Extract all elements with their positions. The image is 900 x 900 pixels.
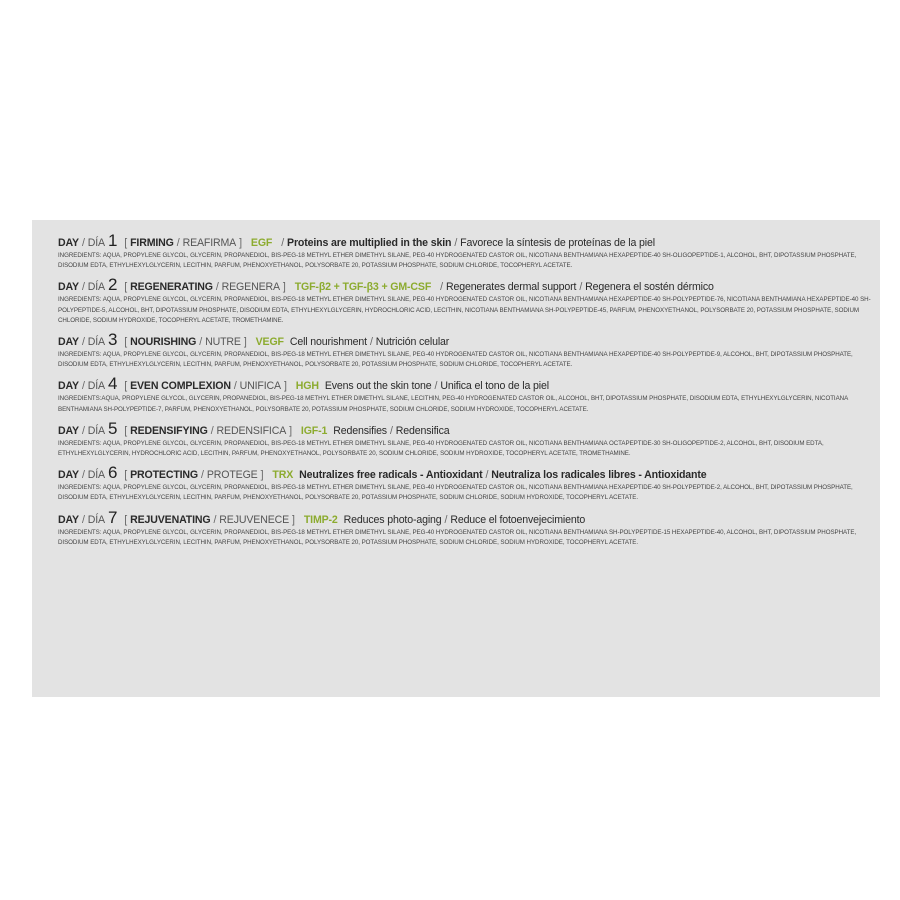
ingredients-text: INGREDIENTS: AQUA, PROPYLENE GLYCOL, GLYCERIN, PROPANEDIOL, BIS-PEG-18 METHYL ETHER DIMETHYL SILANE, PEG-40 HYDROGENATED CASTOR OIL, NICOTIANA BENTHAMIANA HEXAPEPTIDE-40 SH-POLYPEPTIDE-9, ALCOHOL, BHT, DIPOTASSIUM PHOSPHATE, DISODIUM EDTA, ETHYLHEXYLGLYCERIN, LECITHIN, PARFUM, PHENOXYETHANOL, POLYSORBATE 20, POTASSIUM PHOSPHATE, SODIUM CHLORIDE, TOCOPHERYL ACETATE.: [58, 351, 853, 369]
day-entry-5: [58, 418, 872, 459]
day-entry-6: [58, 463, 872, 503]
dia-label: DÍA: [87, 336, 105, 349]
benefit-es: PROTEGE: [206, 469, 258, 482]
day-entry-3: [58, 330, 872, 370]
benefit-en: EVEN COMPLEXION: [130, 380, 231, 393]
benefit-es: REAFIRMA: [182, 237, 237, 249]
day-heading: DAY / DÍA 4 [ EVEN COMPLEXION / UNIFICA ] HGH Evens out the skin tone / Unifica el tono de la piel: [58, 374, 549, 394]
description-es: Nutrición celular: [375, 336, 450, 349]
description-en: Proteins are multiplied in the skin: [287, 237, 452, 249]
benefit-en: FIRMING: [130, 237, 174, 249]
dia-label: DÍA: [87, 513, 105, 526]
day-number: 1: [107, 231, 118, 250]
description-es: Unifica el tono de la piel: [440, 380, 549, 393]
growth-factor: HGH: [295, 380, 319, 393]
ingredients-text: INGREDIENTS: AQUA, PROPYLENE GLYCOL, GLYCERIN, PROPANEDIOL, BIS-PEG-18 METHYL ETHER DIMETHYL SILANE, PEG-40 HYDROGENATED CASTOR OIL, NICOTIANA BENTHAMIANA HEXAPEPTIDE-40 SH-POLYPEPTIDE-76, NICOTIANA BENTHAMIANA HEXAPEPTIDE-40 SH-POLYPEPTIDE-5, ALCOHOL, BHT, DIPOTASSIUM PHOSPHATE, DISODIUM EDTA, ETHYLHEXYLGLYCERIN, HYDROCHLORIC ACID, LECITHIN, NICOTIANA BENTHAMIANA SH-POLYPEPTIDE-45, PARFUM, PHENOXYETHANOL, POLYSORBATE 20, POTASSIUM PHOSPHATE, SODIUM CHLORIDE, SODIUM HYDROXIDE, TOCOPHERYL ACETATE, TROMETHAMINE.: [58, 296, 871, 324]
day-number: 3: [107, 330, 118, 350]
ingredient-label-panel: [32, 220, 880, 697]
benefit-es: REGENERA: [221, 281, 280, 294]
day-number: 7: [107, 507, 118, 527]
description-en: Evens out the skin tone: [324, 380, 432, 393]
day-label: DAY: [58, 336, 79, 349]
benefit-es: NUTRE: [205, 336, 241, 349]
day-number: 4: [107, 374, 118, 394]
day-heading: DAY / DÍA 6 [ PROTECTING / PROTEGE ] TRX Neutralizes free radicals - Antioxidant / Neutraliza los radicales libres - Antioxidante: [58, 463, 707, 483]
day-label: DAY: [58, 513, 79, 526]
benefit-en: PROTECTING: [130, 469, 199, 482]
description-en: Reduces photo-aging: [343, 513, 442, 526]
benefit-es: REDENSIFICA: [216, 424, 287, 437]
day-number: 5: [107, 418, 118, 438]
day-entry-4: [58, 374, 872, 414]
dia-label: DÍA: [87, 281, 105, 294]
description-en: Neutralizes free radicals - Antioxidant: [299, 469, 483, 482]
day-label: DAY: [58, 380, 79, 393]
description-en: Cell nourishment: [289, 336, 367, 349]
description-es: Favorece la síntesis de proteínas de la piel: [460, 237, 655, 249]
growth-factor: TIMP-2: [303, 513, 338, 526]
growth-factor: TGF-β2 + TGF-β3 + GM-CSF: [294, 281, 432, 294]
day-number: 6: [107, 463, 118, 483]
day-number: 2: [107, 275, 118, 295]
description-es: Regenera el sostén dérmico: [585, 281, 714, 294]
growth-factor: VEGF: [255, 336, 284, 349]
dia-label: DÍA: [87, 424, 105, 437]
benefit-en: REJUVENATING: [130, 513, 211, 526]
growth-factor: EGF: [250, 237, 273, 249]
ingredients-text: INGREDIENTS: AQUA, PROPYLENE GLYCOL, GLYCERIN, PROPANEDIOL, BIS-PEG-18 METHYL ETHER DIMETHYL SILANE, PEG-40 HYDROGENATED CASTOR OIL, NICOTIANA BENTHAMIANA HEXAPEPTIDE-40 SH-POLYPEPTIDE-2, ALCOHOL, BHT, DIPOTASSIUM PHOSPHATE, DISODIUM EDTA, ETHYLHEXYLGLYCERIN, LECITHIN, PARFUM, PHENOXYETHANOL, POLYSORBATE 20, POTASSIUM PHOSPHATE, SODIUM CHLORIDE, SODIUM HYDROXIDE, TOCOPHERYL ACETATE.: [58, 484, 853, 502]
description-es: Redensifica: [395, 424, 450, 437]
description-es: Neutraliza los radicales libres - Antioxidante: [491, 469, 707, 482]
benefit-en: NOURISHING: [130, 336, 197, 349]
dia-label: DÍA: [87, 380, 105, 393]
day-label: DAY: [58, 469, 79, 482]
ingredients-text: INGREDIENTS:AQUA, PROPYLENE GLYCOL, GLYCERIN, PROPANEDIOL, BIS-PEG-18 METHYL ETHER DIMETHYL SILANE, LECITHIN, PEG-40 HYDROGENATED CASTOR OIL, ALCOHOL, BHT, DIPOTASSIUM PHOSPHATE, DISODIUM EDTA, ETHYLHEXYLGLYCERIN, NICOTIANA BENTHAMIANA SH-POLYPEPTIDE-7, PARFUM, PHENOXYETHANOL, POLYSORBATE 20, POTASSIUM PHOSPHATE, SODIUM CHLORIDE, SODIUM HYDROXIDE, TOCOPHERYL ACETATE.: [58, 395, 848, 413]
day-entry-7: [58, 507, 872, 548]
description-es: Reduce el fotoenvejecimiento: [450, 513, 586, 526]
ingredients-text: INGREDIENTS: AQUA, PROPYLENE GLYCOL, GLYCERIN, PROPANEDIOL, BIS-PEG-18 METHYL ETHER DIMETHYL SILANE, PEG-40 HYDROGENATED CASTOR OIL, NICOTIANA BENTHAMIANA SH-POLYPEPTIDE-15 HEXAPEPTIDE-40, ALCOHOL, BHT, DIPOTASSIUM PHOSPHATE, DISODIUM EDTA, ETHYLHEXYLGLYCERIN, LECITHIN, PARFUM, PHENOXYETHANOL, POLYSORBATE 20, POTASSIUM PHOSPHATE, SODIUM CHLORIDE, SODIUM HYDROXIDE, TOCOPHERYL ACETATE.: [58, 528, 857, 546]
ingredients-text: INGREDIENTS: AQUA, PROPYLENE GLYCOL, GLYCERIN, PROPANEDIOL, BIS-PEG-18 METHYL ETHER DIMETHYL SILANE, PEG-40 HYDROGENATED CASTOR OIL, NICOTIANA BENTHAMIANA HEXAPEPTIDE-40 SH-OLIGOPEPTIDE-1, ALCOHOL, BHT, DIPOTASSIUM PHOSPHATE, DISODIUM EDTA, ETHYLHEXYLGLYCERIN, LECITHIN, PARFUM, PHENOXYETHANOL, POLYSORBATE 20, POTASSIUM PHOSPHATE, SODIUM CHLORIDE, TOCOPHERYL ACETATE.: [58, 252, 857, 270]
day-heading: DAY / DÍA 2 [ REGENERATING / REGENERA ] TGF-β2 + TGF-β3 + GM-CSF / Regenerates dermal support / Regenera el sostén dérmico: [58, 275, 714, 295]
day-heading: DAY / DÍA 5 [ REDENSIFYING / REDENSIFICA ] IGF-1 Redensifies / Redensifica: [58, 418, 450, 438]
day-entry-2: [58, 275, 872, 326]
growth-factor: IGF-1: [300, 424, 328, 437]
benefit-es: UNIFICA: [239, 380, 281, 393]
dia-label: DÍA: [87, 237, 105, 249]
benefit-en: REDENSIFYING: [130, 424, 208, 437]
day-entry-1: [58, 231, 872, 271]
benefit-es: REJUVENECE: [219, 513, 290, 526]
ingredients-text: INGREDIENTS: AQUA, PROPYLENE GLYCOL, GLYCERIN, PROPANEDIOL, BIS-PEG-18 METHYL ETHER DIMETHYL SILANE, PEG-40 HYDROGENATED CASTOR OIL, NICOTIANA BENTHAMIANA OCTAPEPTIDE-30 SH-OLIGOPEPTIDE-2, ALCOHOL, BHT, DISODIUM EDTA, ETHYLHEXYLGLYCERIN, HYDROCHLORIC ACID, LECITHIN, PARFUM, PHENOXYETHANOL, POLYSORBATE 20, SODIUM CHLORIDE, SODIUM HYDROXIDE, TOCOPHERYL ACETATE, TROMETHAMINE.: [58, 439, 824, 458]
description-en: Regenerates dermal support: [445, 281, 577, 294]
day-heading: DAY / DÍA 3 [ NOURISHING / NUTRE ] VEGF Cell nourishment / Nutrición celular: [58, 330, 450, 350]
day-label: DAY: [58, 237, 79, 249]
day-heading: DAY / DÍA 7 [ REJUVENATING / REJUVENECE ] TIMP-2 Reduces photo-aging / Reduce el fotoenvejecimiento: [58, 507, 586, 527]
day-label: DAY: [58, 281, 79, 294]
growth-factor: TRX: [272, 469, 294, 482]
day-heading: DAY / DÍA 1 [ FIRMING / REAFIRMA ] EGF / Proteins are multiplied in the skin / Favorece la síntesis de proteínas de la piel: [58, 231, 655, 250]
dia-label: DÍA: [87, 469, 105, 482]
day-label: DAY: [58, 424, 79, 437]
benefit-en: REGENERATING: [130, 281, 213, 294]
description-en: Redensifies: [333, 424, 387, 437]
